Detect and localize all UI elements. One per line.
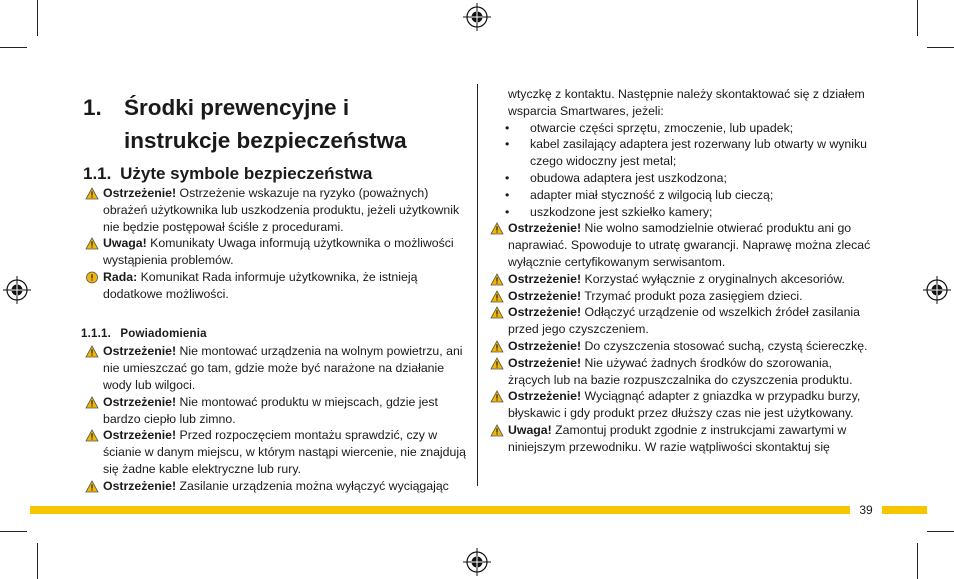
section-title: Użyte symbole bezpieczeństwa [120,164,373,183]
warning-text: Wyciągnąć adapter z gniazdka w przypadku burzy, błyskawic i gdy produkt przez dłuższy czas nie jest użytkowany. [508,389,861,421]
warning-item [486,355,874,389]
warning-item [486,388,874,422]
section-number: 1.1. [83,164,112,183]
warning-triangle-icon [490,290,504,303]
warning-triangle-icon [490,424,504,437]
warning-text: Nie wolno samodzielnie otwierać produktu ani go naprawiać. Spowoduje to utratę gwarancji. Naprawę można zlecać wyłącznie certyfikowanym serwisantom. [508,221,871,269]
warning-text: Zasilanie urządzenia można wyłączyć wyciągając [179,478,449,493]
tip-label: Rada: [103,269,138,284]
warning-label: Ostrzeżenie! [103,186,177,200]
caution-text: Komunikaty Uwaga informują użytkownika o możliwości wystąpienia problemów. [103,236,454,268]
tip-text: Komunikat Rada informuje użytkownika, że istnieją dodatkowe możliwości. [103,269,418,301]
chapter-title-line-2: instrukcje bezpieczeństwa [124,128,407,153]
subsection-number: 1.1.1. [81,327,111,340]
subsection-title: Powiadomienia [120,327,207,340]
warning-label: Ostrzeżenie! [508,389,582,404]
warning-text: Nie używać żadnych środków do szorowania, żrących lub na bazie rozpuszczalnika do czyszczenia produktu. [508,355,853,387]
list-item: • otwarcie części sprzętu, zmoczenie, lub upadek; [505,120,794,135]
warning-text: Nie montować produktu w miejscach, gdzie jest bardzo ciepło lub zimno. [103,394,438,426]
warning-label: Ostrzeżenie! [508,271,582,286]
warning-text: Korzystać wyłącznie z oryginalnych akcesoriów. [584,271,845,286]
bullet-icon: • [505,187,510,202]
caution-label: Uwaga! [508,422,552,437]
warning-text: Nie montować urządzenia na wolnym powietrzu, ani nie umieszczać go tam, gdzie może być narażone na działanie wody lub wilgoci. [103,344,463,392]
bullet-icon: • [505,137,510,152]
warning-item [81,394,466,428]
warning-label: Ostrzeżenie! [103,344,177,359]
warning-label: Ostrzeżenie! [508,288,582,303]
warning-item [81,343,466,393]
registration-mark-icon [463,3,491,31]
tip-circle-icon [85,271,99,284]
continued-text: wtyczkę z kontaktu. Następnie należy skontaktować się z działem wsparcia Smartwares, jeżeli: [508,87,865,118]
caution-item [486,422,874,456]
warning-triangle-icon [490,357,504,370]
page-number: 39 [859,503,873,517]
warning-triangle-icon [85,480,99,493]
crop-mark [37,0,38,36]
crop-mark [917,543,918,579]
registration-mark-icon [463,548,491,576]
chapter-number: 1. [83,95,102,120]
warning-label: Ostrzeżenie! [508,305,582,320]
left-column [81,185,466,495]
caution-label: Uwaga! [103,236,147,251]
warning-triangle-icon [490,390,504,403]
crop-mark [917,0,918,36]
warning-text: Ostrzeżenie wskazuje na ryzyko (poważnych) obrażeń użytkownika lub uszkodzenia produktu, jeżeli użytkownik nie będzie postępował ściśle z procedurami. [103,186,460,234]
symbol-caution [81,235,466,269]
crop-mark [927,47,954,48]
footer-bar-left [30,506,850,514]
warning-item [486,271,874,288]
warning-triangle-icon [490,340,504,353]
bullet-icon: • [505,204,510,219]
warning-item [81,478,466,495]
warning-triangle-icon [85,237,99,250]
warning-triangle-icon [490,273,504,286]
warning-item [486,220,874,270]
right-column [486,86,874,456]
warning-text: Przed rozpoczęciem montażu sprawdzić, czy w ścianie w danym miejscu, w którym nastąpi wiercenie, nie znajdują się żadne kable elektryczne lub rury. [103,428,466,476]
warning-item [81,427,466,477]
warning-item [486,288,874,305]
bullet-icon: • [505,120,510,135]
footer-bar-right [882,506,927,514]
registration-mark-icon [923,276,951,304]
warning-label: Ostrzeżenie! [508,221,582,236]
warning-triangle-icon [490,306,504,319]
subsection-heading [81,326,466,343]
crop-mark [0,47,27,48]
warning-label: Ostrzeżenie! [103,478,177,493]
registration-mark-icon [3,276,31,304]
symbol-warning [81,185,466,235]
list-item: • obudowa adaptera jest uszkodzona; [505,170,727,185]
bullet-icon: • [505,170,510,185]
warning-text: Odłączyć urządzenie od wszelkich źródeł zasilania przed jego czyszczeniem. [508,305,860,337]
section-heading [83,164,372,184]
warning-text: Trzymać produkt poza zasięgiem dzieci. [584,288,803,303]
warning-triangle-icon [85,429,99,442]
list-item: • kabel zasilający adaptera jest rozerwany lub otwarty w wyniku czego widoczny jest metal; [505,137,867,169]
warning-text: Do czyszczenia stosować suchą, czystą ściereczkę. [584,338,868,353]
crop-mark [0,531,27,532]
warning-label: Ostrzeżenie! [508,355,582,370]
column-divider [477,84,478,486]
warning-triangle-icon [85,396,99,409]
warning-label: Ostrzeżenie! [103,394,177,409]
crop-mark [37,543,38,579]
chapter-title-line-1: Środki prewencyjne i [124,95,350,120]
chapter-heading [83,91,407,157]
warning-triangle-icon [85,345,99,358]
warning-triangle-icon [490,222,504,235]
symbol-tip [81,269,466,303]
warning-item [486,338,874,355]
warning-triangle-icon [85,187,99,200]
warning-label: Ostrzeżenie! [508,338,582,353]
crop-mark [927,531,954,532]
caution-text: Zamontuj produkt zgodnie z instrukcjami zawartymi w niniejszym przewodniku. W razie wątpliwości skontaktuj się [508,422,847,454]
list-item: • uszkodzone jest szkiełko kamery; [505,204,713,219]
warning-item [486,304,874,338]
warning-label: Ostrzeżenie! [103,428,177,443]
list-item: • adapter miał styczność z wilgocią lub cieczą; [505,187,774,202]
